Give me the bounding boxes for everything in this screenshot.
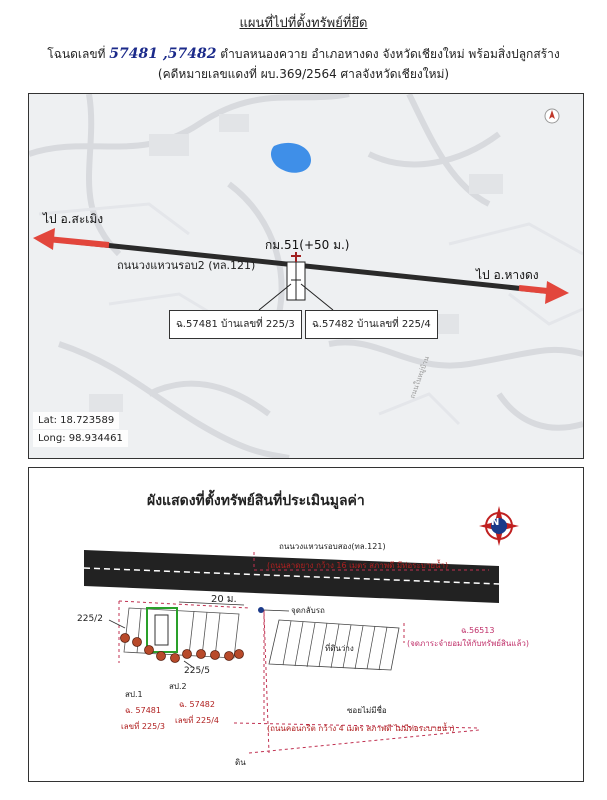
parcel-right-label: ฉ.57482 บ้านเลขที่ 225/4 (305, 310, 438, 339)
pond (271, 143, 311, 173)
encroach-note: (จดภาระจำยอมให้กับทรัพย์สินแล้ว) (407, 639, 529, 648)
km-marker-label: กม.51(+50 ม.) (265, 238, 350, 252)
u-turn-label: จุดกลับรถ (291, 606, 325, 615)
house-2-label: เลขที่ 225/4 (175, 716, 219, 725)
lot-grid (124, 608, 239, 658)
trees (121, 634, 244, 663)
side-road-label: ซอยไม่มีชื่อ (347, 706, 387, 715)
page-title: แผนที่ไปที่ตั้งทรัพย์ที่ยึด (239, 16, 368, 31)
vacant-label: ที่ดินว่าง (325, 644, 354, 653)
site-road-name: ถนนวงแหวนรอบสอง(ทล.121) (279, 542, 386, 551)
parcel-code-label: ฉ.56513 (461, 626, 495, 635)
deed-location: ตำบลหนองควาย อำเภอหางดง จังหวัดเชียงใหม่ พร้อมสิ่งปลูกสร้าง (220, 47, 560, 61)
house-225-5-label: 225/5 (184, 666, 210, 676)
distance-label: 20 ม. (211, 594, 237, 605)
west-direction-label: ไป อ.สะเมิง (43, 212, 104, 226)
west-arrow-icon (33, 228, 55, 250)
site-plan (28, 467, 584, 782)
long-readout: Long: 98.934461 (33, 430, 128, 447)
site-plan-title: ผังแสดงที่ตั้งทรัพย์สินที่ประเมินมูลค่า (147, 493, 365, 509)
svg-text:ถนนในหมู่บ้าน: ถนนในหมู่บ้าน (408, 355, 432, 400)
bldg-1-label: สป.1 (125, 690, 143, 699)
deed-2-label: ฉ. 57482 (179, 700, 215, 709)
west-arrow-shaft (47, 239, 109, 245)
house-225-2-label: 225/2 (77, 614, 103, 624)
case-number: (คดีหมายเลขแดงที่ ผบ.369/2564 ศาลจังหวัดเชียงใหม่) (157, 67, 450, 81)
road-name-label: ถนนวงแหวนรอบ2 (ทล.121) (117, 259, 256, 272)
house-1-label: เลขที่ 225/3 (121, 722, 165, 731)
lat-readout: Lat: 18.723589 (33, 412, 119, 429)
deed-prefix: โฉนดเลขที่ (47, 47, 106, 61)
side-road-desc: (ถนนคอนกรีต กว้าง 4 เมตร สภาพดี ไม่มีท่อระบายน้ำ) (267, 724, 455, 733)
deed-line (0, 45, 607, 64)
east-direction-label: ไป อ.หางดง (476, 268, 539, 282)
bldg-2-label: สป.2 (169, 682, 187, 691)
parcel-left-label: ฉ.57481 บ้านเลขที่ 225/3 (169, 310, 302, 339)
east-arrow-icon (545, 281, 569, 304)
location-map[interactable] (28, 93, 584, 459)
deed-1-label: ฉ. 57481 (125, 706, 161, 715)
land-label: ดิน (235, 758, 246, 767)
site-road-desc: (ถนนลาดยาง กว้าง 16 เมตร สภาพดี มีท่อระบายน้ำ) (267, 561, 449, 570)
u-turn-marker (258, 607, 264, 613)
road-shape (84, 550, 499, 603)
compass-letter: N (491, 517, 500, 528)
deed-numbers: 57481 ,57482 (109, 46, 217, 62)
